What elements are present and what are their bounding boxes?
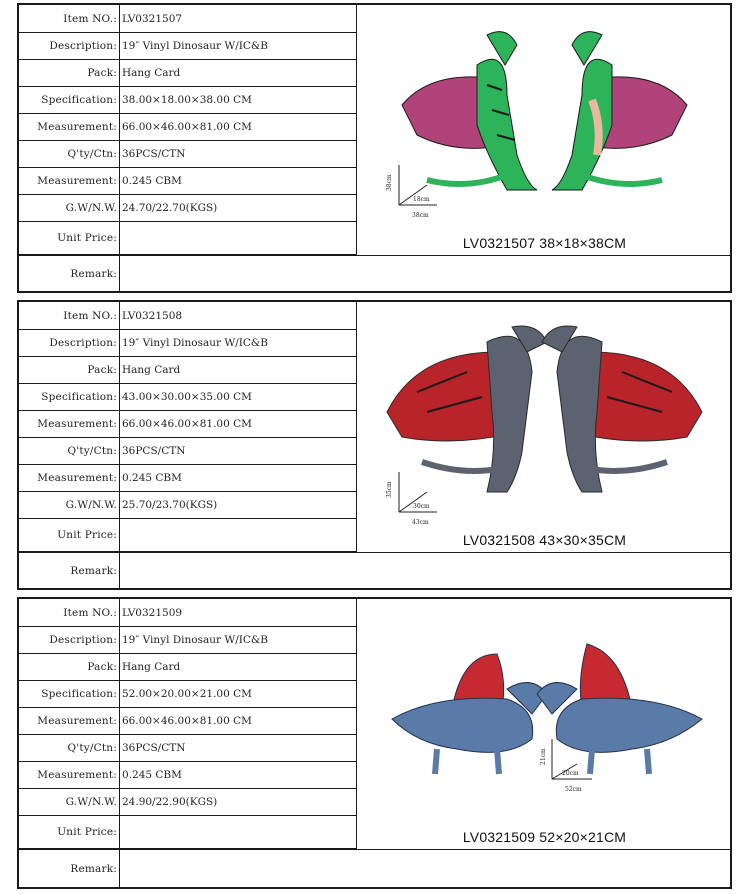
field-value: 19″ Vinyl Dinosaur W/IC&B — [122, 40, 268, 52]
field-label: Specification: — [19, 681, 120, 707]
remark-label: Remark: — [19, 256, 120, 291]
field-value: LV0321508 — [122, 309, 183, 322]
product-caption: LV0321507 38×18×38CM — [462, 235, 627, 251]
field-row — [19, 708, 356, 735]
field-label: Unit Price: — [19, 222, 120, 254]
dim-depth-label: 18cm — [413, 196, 430, 203]
field-label: Q'ty/Ctn: — [19, 438, 120, 464]
product-photo — [357, 5, 733, 255]
product-card-1 — [17, 3, 732, 293]
field-label: Q'ty/Ctn: — [19, 141, 120, 167]
dim-width-label: 38cm — [412, 212, 429, 219]
field-row — [19, 519, 356, 552]
field-value: 66.00×46.00×81.00 CM — [122, 418, 252, 430]
dim-width-label: 52cm — [565, 786, 582, 793]
field-value: 24.90/22.90(KGS) — [122, 796, 218, 808]
product-photo — [357, 599, 733, 849]
field-value: LV0321509 — [122, 606, 183, 619]
dragon-figure-right — [552, 32, 687, 190]
field-row — [19, 465, 356, 492]
field-label: Specification: — [19, 87, 120, 113]
field-value: Hang Card — [122, 661, 181, 673]
field-value: 0.245 CBM — [122, 769, 182, 781]
field-value: 19″ Vinyl Dinosaur W/IC&B — [122, 634, 268, 646]
field-row — [19, 222, 356, 255]
product-caption: LV0321508 43×30×35CM — [462, 532, 627, 548]
field-value: Hang Card — [122, 364, 181, 376]
remark-label: Remark: — [19, 553, 120, 588]
field-value — [120, 816, 356, 848]
field-value: 25.70/23.70(KGS) — [122, 499, 218, 511]
field-row — [19, 357, 356, 384]
field-value: Hang Card — [122, 67, 181, 79]
dragon-figure-left — [392, 654, 547, 774]
dragon-figure-left — [402, 32, 537, 190]
field-row — [19, 411, 356, 438]
remark-row — [19, 849, 730, 887]
field-row — [19, 654, 356, 681]
field-value: 0.245 CBM — [122, 175, 182, 187]
field-label: Description: — [19, 330, 120, 356]
field-row — [19, 762, 356, 789]
field-value — [120, 222, 356, 254]
field-row — [19, 438, 356, 465]
dim-depth-label: 20cm — [562, 770, 579, 777]
dim-height-label: 21cm — [540, 748, 547, 765]
remark-label: Remark: — [19, 850, 120, 887]
field-label: G.W/N.W. — [19, 789, 120, 815]
field-row — [19, 816, 356, 849]
field-row — [19, 681, 356, 708]
remark-row — [19, 552, 730, 588]
field-label: Pack: — [19, 357, 120, 383]
field-value: 66.00×46.00×81.00 CM — [122, 121, 252, 133]
field-label: Pack: — [19, 60, 120, 86]
field-label: G.W/N.W. — [19, 195, 120, 221]
field-row — [19, 492, 356, 519]
field-value: 24.70/22.70(KGS) — [122, 202, 218, 214]
dragon-figure-left — [387, 326, 547, 492]
field-label: Item NO.: — [19, 5, 120, 32]
field-row — [19, 141, 356, 168]
field-row — [19, 5, 356, 33]
field-row — [19, 302, 356, 330]
field-label: Measurement: — [19, 411, 120, 437]
field-label: Item NO.: — [19, 302, 120, 329]
field-row — [19, 168, 356, 195]
field-value: 36PCS/CTN — [122, 148, 186, 160]
field-row — [19, 735, 356, 762]
field-label: G.W/N.W. — [19, 492, 120, 518]
dim-depth-label: 30cm — [413, 503, 430, 510]
field-row — [19, 330, 356, 357]
field-row — [19, 384, 356, 411]
field-value: 38.00×18.00×38.00 CM — [122, 94, 252, 106]
field-label: Description: — [19, 33, 120, 59]
product-photo — [357, 302, 733, 552]
field-row — [19, 195, 356, 222]
product-caption: LV0321509 52×20×21CM — [462, 829, 627, 845]
field-value: 19″ Vinyl Dinosaur W/IC&B — [122, 337, 268, 349]
field-value: 66.00×46.00×81.00 CM — [122, 715, 252, 727]
field-label: Measurement: — [19, 708, 120, 734]
field-row — [19, 33, 356, 60]
product-image-cell — [356, 5, 732, 255]
field-value — [120, 519, 356, 551]
remark-value — [120, 256, 730, 291]
dim-height-label: 35cm — [386, 481, 393, 498]
field-value: 36PCS/CTN — [122, 445, 186, 457]
field-value: 36PCS/CTN — [122, 742, 186, 754]
field-label: Unit Price: — [19, 816, 120, 848]
field-label: Specification: — [19, 384, 120, 410]
field-label: Q'ty/Ctn: — [19, 735, 120, 761]
remark-row — [19, 255, 730, 291]
field-label: Unit Price: — [19, 519, 120, 551]
field-row — [19, 599, 356, 627]
field-value: 0.245 CBM — [122, 472, 182, 484]
field-row — [19, 114, 356, 141]
product-card-3 — [17, 597, 732, 889]
dragon-figure-right — [537, 644, 702, 774]
dim-width-label: 43cm — [412, 519, 429, 526]
field-label: Measurement: — [19, 114, 120, 140]
field-label: Item NO.: — [19, 599, 120, 626]
field-label: Measurement: — [19, 762, 120, 788]
remark-value — [120, 553, 730, 588]
field-row — [19, 87, 356, 114]
field-value: 52.00×20.00×21.00 CM — [122, 688, 252, 700]
remark-value — [120, 850, 730, 887]
field-label: Description: — [19, 627, 120, 653]
product-card-2 — [17, 300, 732, 590]
product-image-cell — [356, 599, 732, 849]
field-label: Measurement: — [19, 168, 120, 194]
field-row — [19, 627, 356, 654]
field-row — [19, 789, 356, 816]
product-image-cell — [356, 302, 732, 552]
field-value: 43.00×30.00×35.00 CM — [122, 391, 252, 403]
field-value: LV0321507 — [122, 12, 183, 25]
field-label: Pack: — [19, 654, 120, 680]
dim-height-label: 38cm — [386, 174, 393, 191]
field-row — [19, 60, 356, 87]
dragon-figure-right — [542, 326, 702, 492]
field-label: Measurement: — [19, 465, 120, 491]
